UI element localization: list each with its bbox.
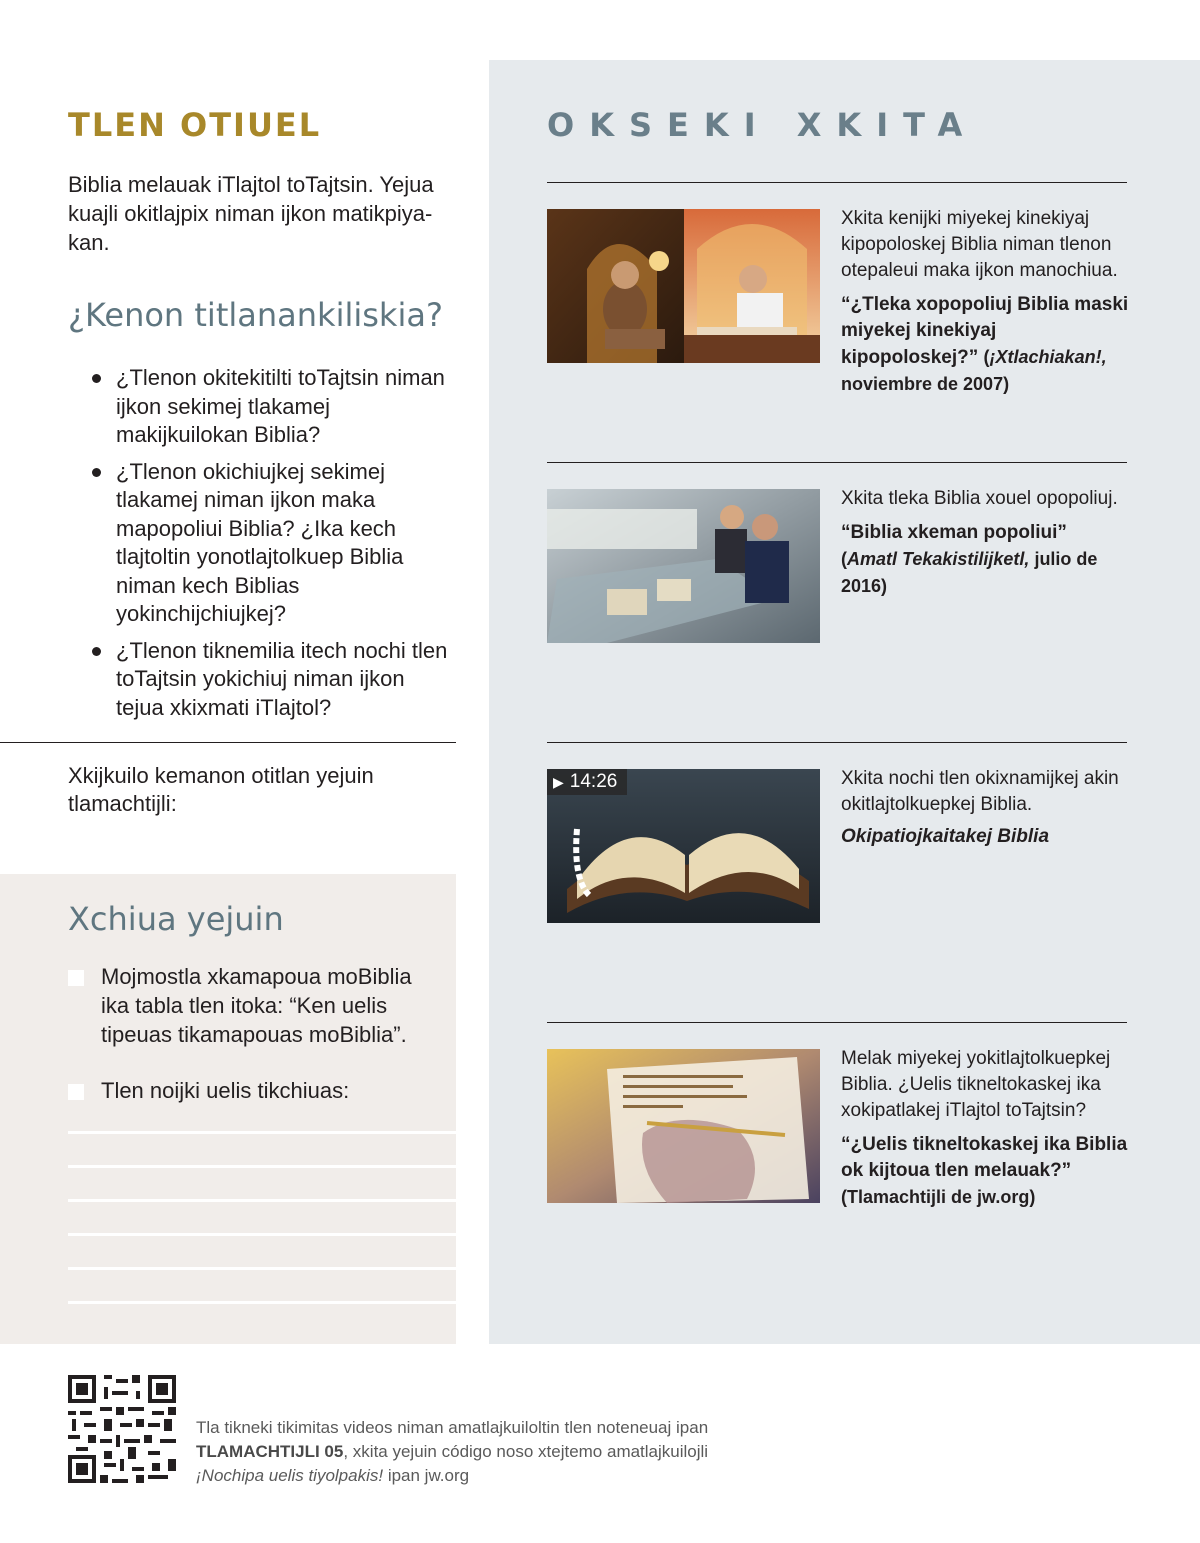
list-item: ¿Tlenon okitekitilti toTajtsin niman ijkon sekimej tlakamej makijkuilokan Biblia?: [90, 364, 450, 450]
video-duration-badge: ▶ 14:26: [547, 769, 627, 795]
write-line[interactable]: [68, 1233, 456, 1236]
page-title: TLEN OTIUEL: [68, 106, 322, 144]
todo-item: Mojmostla xkamapoua moBiblia ika tabla tlen itoka: “Ken uelis tipeuas tikamapouas moBiblia”.: [101, 964, 412, 1047]
publication-date: julio de 2016): [841, 549, 1098, 596]
question-list: [90, 364, 450, 730]
write-line[interactable]: [68, 1267, 456, 1270]
checkbox[interactable]: [68, 1084, 84, 1100]
write-line[interactable]: [68, 1301, 456, 1304]
hand-writing-manuscript-image: [547, 1049, 820, 1203]
date-note-label: Xkijkuilo kemanon otitlan yejuin tlamachtijli:: [68, 763, 374, 816]
qr-code-icon[interactable]: [68, 1375, 176, 1483]
article-thumbnail[interactable]: [547, 209, 820, 363]
article-description: Xkita tleka Biblia xouel opopoliuj. “Biblia xkeman popoliui” (Amatl Tekakistilijketl, julio de 2016): [841, 488, 1118, 596]
article-title[interactable]: “¿Tleka xopopoliuj Biblia maski miyekej kinekiyaj kipopoloskej?”: [841, 294, 1129, 368]
divider: [0, 742, 456, 743]
write-line[interactable]: [68, 1199, 456, 1202]
write-line[interactable]: [68, 1131, 456, 1134]
todo-item: Tlen noijki uelis tikchiuas:: [101, 1078, 350, 1103]
article-description: Melak miyekej yokitlajtolkuepkej Biblia. ¿Uelis tikneltokaskej ika xokipatlakej iTlajtol toTajtsin? “¿Uelis tikneltokaskej ika Biblia ok kijtoua tlen melauak?” (Tlamachtijli de jw.org): [841, 1048, 1128, 1207]
article-description: Xkita kenijki miyekej kinekiyaj kipopoloskej Biblia niman tlenon otepaleui maka ijkon manochiua. “¿Tleka xopopoliuj Biblia maski miyekej kinekiyaj kipopoloskej?” (¡Xtlachiakan!, noviembre de 2007): [841, 208, 1129, 394]
publication-date: noviembre de 2007): [841, 374, 1010, 394]
todo-box: [0, 874, 456, 1344]
article-title[interactable]: “Biblia xkeman popoliui”: [841, 522, 1067, 543]
footer-note: Tla tikneki tikimitas videos niman amatlajkuiloltin tlen noteneuaj ipan TLAMACHTIJLI 05, xkita yejuin código noso xtejtemo amatlajkuilojli ¡Nochipa uelis tiyolpakis! ipan jw.org: [196, 1418, 709, 1485]
video-title[interactable]: Okipatiojkaitakej Biblia: [841, 826, 1050, 847]
bullet-icon: [92, 647, 101, 656]
further-reading-heading: OKSEKI XKITA: [547, 106, 978, 144]
questions-heading: ¿Kenon titlanankiliskia?: [68, 296, 443, 334]
bullet-icon: [92, 468, 101, 477]
list-item: ¿Tlenon okichiujkej sekimej tlakamej niman ijkon maka mapopoliui Biblia? ¿Ika kech tlajtoltin yonotlajtolkuep Biblia niman kech Biblias yokinchijchiujkej?: [90, 458, 450, 629]
brochure-title: ¡Nochipa uelis tiyolpakis!: [196, 1466, 384, 1485]
write-line[interactable]: [68, 1165, 456, 1168]
todo-heading: Xchiua yejuin: [68, 900, 284, 938]
video-description: Xkita nochi tlen okixnamijkej akin okitlajtolkuepkej Biblia. Okipatiojkaitakej Biblia: [841, 766, 1131, 850]
lesson-number: TLAMACHTIJLI 05: [196, 1442, 344, 1461]
divider: [547, 742, 1127, 743]
couple-viewing-ancient-manuscripts-display-image: [547, 489, 820, 643]
article-thumbnail[interactable]: [547, 489, 820, 643]
checkbox[interactable]: [68, 970, 84, 986]
publication-name: ¡Xtlachiakan!,: [989, 347, 1107, 367]
publication-source: (Tlamachtijli de jw.org): [841, 1187, 1036, 1207]
divider: [547, 462, 1127, 463]
bullet-icon: [92, 374, 101, 383]
scribe-and-student-reading-bible-image: [547, 209, 820, 363]
divider: [547, 1022, 1127, 1023]
further-reading-panel: [489, 60, 1200, 1344]
intro-text: Biblia melauak iTlajtol toTajtsin. Yejua kuajli okitlajpix niman ijkon matikpiya-kan.: [68, 172, 434, 255]
list-item: ¿Tlenon tiknemilia itech nochi tlen toTajtsin yokichiuj niman ijkon tejua xkixmati iTlajtol?: [90, 637, 450, 723]
play-icon: ▶: [553, 774, 564, 790]
publication-name: Amatl Tekakistilijketl,: [847, 549, 1030, 569]
video-thumbnail[interactable]: [547, 769, 820, 923]
article-title[interactable]: “¿Uelis tikneltokaskej ika Biblia ok kijtoua tlen melauak?”: [841, 1134, 1128, 1181]
article-thumbnail[interactable]: [547, 1049, 820, 1203]
divider: [547, 182, 1127, 183]
